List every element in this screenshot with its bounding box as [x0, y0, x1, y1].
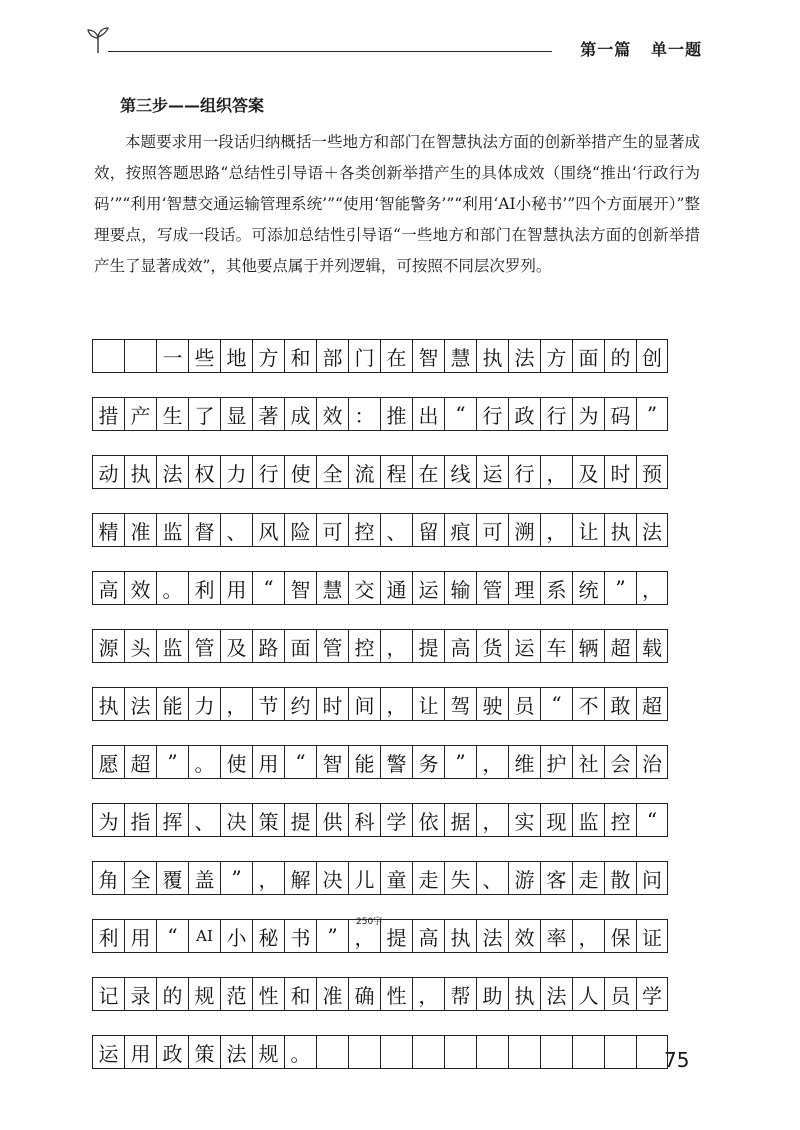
grid-cell: 留 [412, 513, 444, 547]
grid-cell: 依 [412, 803, 444, 837]
grid-cell: 运 [508, 629, 540, 663]
grid-cell: 能 [156, 687, 188, 721]
grid-cell: ， [476, 745, 508, 779]
grid-cell: 精 [92, 513, 124, 547]
grid-cell: 执 [476, 339, 508, 373]
grid-cell: 全 [316, 455, 348, 489]
grid-cell: 权 [188, 455, 220, 489]
grid-cell: 范 [220, 977, 252, 1011]
grid-cell: “ [540, 687, 572, 721]
grid-cell: 盖 [188, 861, 220, 895]
grid-cell: 超 [636, 687, 668, 721]
grid-cell: 控 [348, 513, 380, 547]
grid-cell: 小 [220, 919, 252, 953]
grid-cell: 和 [284, 339, 316, 373]
grid-cell: 了 [188, 397, 220, 431]
grid-cell: 痕 [444, 513, 476, 547]
grid-cell: ： [348, 397, 380, 431]
grid-cell: 方 [540, 339, 572, 373]
grid-cell: 维 [508, 745, 540, 779]
grid-cell: 高 [444, 629, 476, 663]
grid-cell: 统 [572, 571, 604, 605]
grid-cell: 书 [284, 919, 316, 953]
grid-cell: 问 [636, 861, 668, 895]
grid-cell: 险 [284, 513, 316, 547]
grid-cell: 高 [92, 571, 124, 605]
grid-cell: 间 [348, 687, 380, 721]
grid-cell: 源 [92, 629, 124, 663]
grid-cell: 一 [156, 339, 188, 373]
grid-cell: ” [636, 397, 668, 431]
grid-cell: “ [444, 397, 476, 431]
grid-cell: 准 [124, 513, 156, 547]
grid-cell: 监 [156, 629, 188, 663]
grid-cell: 策 [252, 803, 284, 837]
grid-cell: 推 [380, 397, 412, 431]
grid-cell: 预 [636, 455, 668, 489]
grid-cell: 挥 [156, 803, 188, 837]
grid-cell: 执 [444, 919, 476, 953]
grid-cell: 法 [124, 687, 156, 721]
grid-cell: 执 [92, 687, 124, 721]
grid-cell: 溯 [508, 513, 540, 547]
grid-cell: 辆 [572, 629, 604, 663]
grid-cell: 产 [124, 397, 156, 431]
grid-cell: ， [252, 861, 284, 895]
grid-cell: ” [604, 571, 636, 605]
grid-cell: 地 [220, 339, 252, 373]
grid-cell: 策 [188, 1035, 220, 1069]
grid-cell: 学 [636, 977, 668, 1011]
grid-cell: 及 [572, 455, 604, 489]
grid-cell: 规 [252, 1035, 284, 1069]
grid-cell: 管 [476, 571, 508, 605]
grid-cell [124, 339, 156, 373]
grid-cell [476, 1035, 508, 1069]
grid-cell: 童 [380, 861, 412, 895]
grid-cell: 用 [124, 919, 156, 953]
grid-cell [444, 1035, 476, 1069]
grid-cell: 效 [124, 571, 156, 605]
grid-cell: 约 [284, 687, 316, 721]
grid-cell: 决 [220, 803, 252, 837]
grid-cell: 性 [380, 977, 412, 1011]
grid-cell: 货 [476, 629, 508, 663]
grid-cell: 时 [316, 687, 348, 721]
grid-cell: 帮 [444, 977, 476, 1011]
grid-cell: 提 [380, 919, 412, 953]
grid-cell: 不 [572, 687, 604, 721]
grid-cell: 法 [476, 919, 508, 953]
page-header [86, 26, 702, 66]
grid-cell: 控 [604, 803, 636, 837]
grid-cell: 使 [284, 455, 316, 489]
grid-cell: 治 [636, 745, 668, 779]
grid-cell: 保 [604, 919, 636, 953]
grid-cell: 政 [156, 1035, 188, 1069]
grid-cell: 创 [636, 339, 668, 373]
grid-cell: 程 [380, 455, 412, 489]
grid-cell: 法 [156, 455, 188, 489]
grid-cell: ， [636, 571, 668, 605]
grid-cell [412, 1035, 444, 1069]
grid-cell [348, 1035, 380, 1069]
grid-cell: 会 [604, 745, 636, 779]
grid-cell: 运 [412, 571, 444, 605]
grid-cell: 部 [316, 339, 348, 373]
grid-cell: 管 [188, 629, 220, 663]
grid-cell: 儿 [348, 861, 380, 895]
grid-cell: 用 [220, 571, 252, 605]
grid-cell: 提 [412, 629, 444, 663]
grid-cell: 客 [540, 861, 572, 895]
grid-cell: 科 [348, 803, 380, 837]
grid-cell: 。 [188, 745, 220, 779]
grid-cell: 效 [316, 397, 348, 431]
grid-cell: “ [636, 803, 668, 837]
grid-cell [540, 1035, 572, 1069]
grid-cell: 解 [284, 861, 316, 895]
grid-cell: 员 [604, 977, 636, 1011]
grid-cell: 走 [572, 861, 604, 895]
grid-cell: 行 [508, 455, 540, 489]
grid-cell: 风 [252, 513, 284, 547]
grid-cell: 流 [348, 455, 380, 489]
grid-cell: 控 [348, 629, 380, 663]
grid-cell: 指 [124, 803, 156, 837]
grid-cell: ” [156, 745, 188, 779]
grid-cell: 用 [124, 1035, 156, 1069]
grid-cell: 决 [316, 861, 348, 895]
grid-cell: 法 [220, 1035, 252, 1069]
grid-cell: 智 [284, 571, 316, 605]
grid-cell: 智 [316, 745, 348, 779]
grid-cell: 方 [252, 339, 284, 373]
grid-cell: 在 [412, 455, 444, 489]
grid-cell: 的 [156, 977, 188, 1011]
grid-cell: 角 [92, 861, 124, 895]
grid-cell: 确 [348, 977, 380, 1011]
header-rule [108, 51, 552, 52]
grid-cell: 让 [572, 513, 604, 547]
grid-cell: ， [540, 513, 572, 547]
grid-cell: 督 [188, 513, 220, 547]
grid-cell: 供 [316, 803, 348, 837]
grid-cell: 运 [476, 455, 508, 489]
grid-cell: 录 [124, 977, 156, 1011]
grid-cell: 。 [156, 571, 188, 605]
grid-cell: 监 [156, 513, 188, 547]
grid-cell [380, 1035, 412, 1069]
grid-cell: 护 [540, 745, 572, 779]
grid-cell: 路 [252, 629, 284, 663]
grid-cell: 慧 [444, 339, 476, 373]
grid-cell: 智 [412, 339, 444, 373]
grid-cell: 法 [540, 977, 572, 1011]
grid-cell [316, 1035, 348, 1069]
grid-cell: 节 [252, 687, 284, 721]
grid-cell: 警 [380, 745, 412, 779]
grid-cell: 行 [540, 397, 572, 431]
grid-cell: 人 [572, 977, 604, 1011]
grid-cell: 超 [124, 745, 156, 779]
grid-cell: 著 [252, 397, 284, 431]
grid-cell: 现 [540, 803, 572, 837]
grid-cell: 效 [508, 919, 540, 953]
grid-cell: 面 [572, 339, 604, 373]
grid-cell: 、 [188, 803, 220, 837]
grid-cell: 力 [220, 455, 252, 489]
grid-cell: 政 [508, 397, 540, 431]
grid-cell: 力 [188, 687, 220, 721]
grid-cell: 面 [284, 629, 316, 663]
grid-cell: 执 [604, 513, 636, 547]
grid-cell: 记 [92, 977, 124, 1011]
grid-cell: 显 [220, 397, 252, 431]
grid-cell: 可 [316, 513, 348, 547]
grid-cell: 成 [284, 397, 316, 431]
grid-cell: 敢 [604, 687, 636, 721]
grid-cell: 行 [252, 455, 284, 489]
grid-cell: 交 [348, 571, 380, 605]
grid-cell: 监 [572, 803, 604, 837]
grid-cell: 理 [508, 571, 540, 605]
grid-cell: 时 [604, 455, 636, 489]
grid-cell: 、 [476, 861, 508, 895]
grid-cell: 愿 [92, 745, 124, 779]
grid-cell: 利 [188, 571, 220, 605]
grid-cell: 头 [124, 629, 156, 663]
answer-grid [92, 339, 668, 1069]
grid-cell: 准 [316, 977, 348, 1011]
grid-cell: 高 [412, 919, 444, 953]
grid-cell: 的 [604, 339, 636, 373]
grid-cell: 及 [220, 629, 252, 663]
grid-cell: 助 [476, 977, 508, 1011]
grid-cell: 利 [92, 919, 124, 953]
grid-cell: 、 [220, 513, 252, 547]
grid-cell [572, 1035, 604, 1069]
grid-cell: ， [348, 919, 380, 953]
grid-cell: ， [412, 977, 444, 1011]
grid-cell: 走 [412, 861, 444, 895]
grid-cell: 失 [444, 861, 476, 895]
grid-cell: 驶 [476, 687, 508, 721]
grid-cell: 执 [124, 455, 156, 489]
grid-cell: 能 [348, 745, 380, 779]
grid-cell: 系 [540, 571, 572, 605]
grid-cell: 管 [316, 629, 348, 663]
grid-cell: 提 [284, 803, 316, 837]
grid-cell: 用 [252, 745, 284, 779]
grid-cell: 车 [540, 629, 572, 663]
grid-cell: 。 [284, 1035, 316, 1069]
page-number: 75 [664, 1048, 690, 1072]
grid-cell: 载 [636, 629, 668, 663]
grid-cell: “ [156, 919, 188, 953]
grid-cell: 运 [92, 1035, 124, 1069]
grid-cell: 务 [412, 745, 444, 779]
grid-cell: 超 [604, 629, 636, 663]
grid-cell: 门 [348, 339, 380, 373]
grid-cell: 全 [124, 861, 156, 895]
grid-cell: 些 [188, 339, 220, 373]
grid-cell: 输 [444, 571, 476, 605]
grid-cell: 可 [476, 513, 508, 547]
grid-cell: “ [284, 745, 316, 779]
grid-cell: 驾 [444, 687, 476, 721]
grid-cell: ， [380, 687, 412, 721]
grid-cell: 秘 [252, 919, 284, 953]
grid-cell: 和 [284, 977, 316, 1011]
grid-cell: 实 [508, 803, 540, 837]
grid-cell [604, 1035, 636, 1069]
grid-cell: 在 [380, 339, 412, 373]
grid-cell: 通 [380, 571, 412, 605]
grid-cell: 生 [156, 397, 188, 431]
grid-cell [508, 1035, 540, 1069]
grid-cell: ， [220, 687, 252, 721]
grid-cell: 为 [572, 397, 604, 431]
grid-cell: ， [380, 629, 412, 663]
grid-cell: 散 [604, 861, 636, 895]
grid-cell: 性 [252, 977, 284, 1011]
grid-cell: 慧 [316, 571, 348, 605]
grid-cell: 法 [636, 513, 668, 547]
grid-cell: 据 [444, 803, 476, 837]
grid-cell: “ [252, 571, 284, 605]
word-count-label: 250字 [356, 917, 383, 927]
grid-cell: 执 [508, 977, 540, 1011]
grid-cell: 证 [636, 919, 668, 953]
grid-cell: ” [220, 861, 252, 895]
grid-cell: 法 [508, 339, 540, 373]
grid-cell: 让 [412, 687, 444, 721]
grid-cell: 学 [380, 803, 412, 837]
grid-cell: ， [476, 803, 508, 837]
grid-cell: 码 [604, 397, 636, 431]
grid-cell: 措 [92, 397, 124, 431]
grid-cell: ， [540, 455, 572, 489]
sprout-icon [86, 26, 110, 54]
grid-cell: 使 [220, 745, 252, 779]
grid-cell: 覆 [156, 861, 188, 895]
grid-cell: ” [444, 745, 476, 779]
grid-cell: 社 [572, 745, 604, 779]
grid-cell [92, 339, 124, 373]
grid-cell: 率 [540, 919, 572, 953]
step-heading: 第三步——组织答案 [120, 96, 265, 115]
grid-cell: 员 [508, 687, 540, 721]
grid-cell: ” [316, 919, 348, 953]
grid-cell: 为 [92, 803, 124, 837]
grid-cell: AI [188, 919, 220, 953]
grid-cell: 游 [508, 861, 540, 895]
grid-cell: 线 [444, 455, 476, 489]
chapter-title: 第一篇 单一题 [580, 40, 702, 59]
grid-cell: 规 [188, 977, 220, 1011]
grid-cell: ， [572, 919, 604, 953]
grid-cell: 出 [412, 397, 444, 431]
grid-cell: 、 [380, 513, 412, 547]
grid-cell: 动 [92, 455, 124, 489]
instruction-paragraph: 本题要求用一段话归纳概括一些地方和部门在智慧执法方面的创新举措产生的显著成效，按照答题思路“总结性引导语＋各类创新举措产生的具体成效（围绕“推出‘行政行为码’”“利用‘智慧交通运输管理系统’”“使用‘智能警务’”“利用‘AI小秘书’”四个方面展开）”整理要点，写成一段话。可添加总结性引导语“一些地方和部门在智慧执法方面的创新举措产生了显著成效”，其他要点属于并列逻辑，可按照不同层次罗列。 [94, 133, 700, 275]
grid-cell: 行 [476, 397, 508, 431]
